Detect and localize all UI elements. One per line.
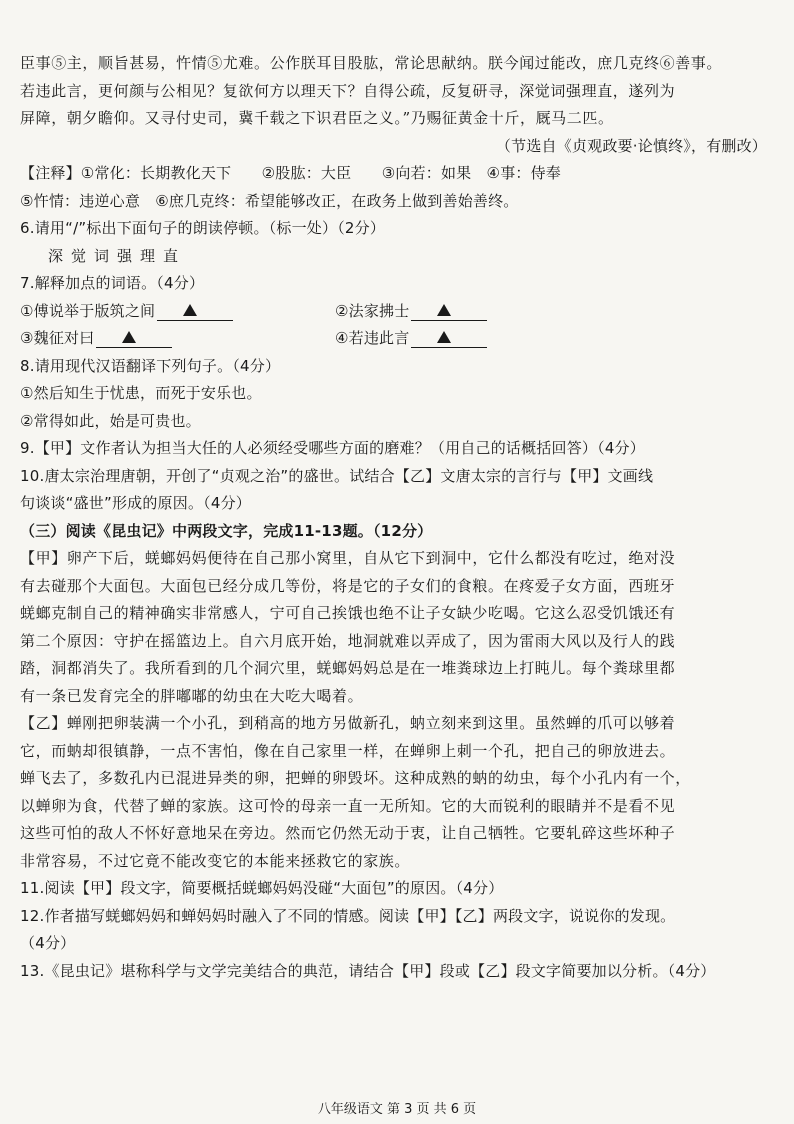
q7-item: ①傅说举于版筑之间 <box>20 298 335 326</box>
question-12: 12.作者描写蜣螂妈妈和蝉妈妈时融入了不同的情感。阅读【甲】【乙】两段文字，说说你的发现。 <box>20 906 676 925</box>
question-9: 9.【甲】文作者认为担当大任的人必须经受哪些方面的磨难？（用自己的话概括回答）（4分） <box>20 439 645 457</box>
question-6-sentence: 深觉词强理直 <box>48 246 187 265</box>
answer-blank[interactable] <box>411 329 487 348</box>
triangle-icon <box>437 331 451 343</box>
section-3-heading: （三）阅读《昆虫记》中两段文字，完成11-13题。（12分） <box>20 521 433 540</box>
question-6: 6.请用“/”标出下面句子的朗读停顿。（标一处）（2分） <box>20 219 386 237</box>
yi-line: 这些可怕的敌人不怀好意地呆在旁边。然而它仍然无动于衷，让自己牺牲。它要轧碎这些坏种子 <box>20 824 676 842</box>
question-12: （4分） <box>20 934 76 952</box>
notes-line: ⑤忤情：违逆心意 ⑥庶几克终：希望能够改正，在政务上做到善始善终。 <box>20 191 519 210</box>
answer-blank[interactable] <box>411 302 487 321</box>
question-8-sentence: ②常得如此，始是可贵也。 <box>20 411 201 430</box>
q7-item: ②法家拂士 <box>335 298 650 326</box>
question-7: 7.解释加点的词语。（4分） <box>20 274 205 292</box>
yi-line: 【乙】蝉刚把卵装满一个小孔，到稍高的地方另做新孔，蚋立刻来到这里。虽然蝉的爪可以够着 <box>20 714 676 732</box>
q7-item: ④若违此言 <box>335 325 650 353</box>
question-8: 8.请用现代汉语翻译下列句子。（4分） <box>20 356 281 375</box>
answer-blank[interactable] <box>96 329 172 348</box>
page-footer: 八年级语文 第 3 页 共 6 页 <box>317 1102 477 1117</box>
exam-page <box>20 50 775 985</box>
q7-item: ③魏征对曰 <box>20 325 335 353</box>
question-7-row <box>20 298 775 326</box>
passage-line: 若违此言，更何颜与公相见？复欲何方以理天下？自得公疏，反复研寻，深觉词强理直，遂列为 <box>20 81 676 100</box>
yi-line: 蝉飞去了，多数孔内已混进异类的卵，把蝉的卵毁坏。这种成熟的蚋的幼虫，每个小孔内有一个， <box>20 769 691 787</box>
question-11: 11.阅读【甲】段文字，简要概括蜣螂妈妈没碰“大面包”的原因。（4分） <box>20 879 504 897</box>
triangle-icon <box>437 304 451 316</box>
jia-line: 蜣螂克制自己的精神确实非常感人，宁可自己挨饿也绝不让子女缺少吃喝。它这么忍受饥饿还有 <box>20 604 676 622</box>
passage-source: （节选自《贞观政要·论慎终》，有删改） <box>495 136 767 155</box>
question-10: 句谈谈“盛世”形成的原因。（4分） <box>20 494 251 512</box>
triangle-icon <box>122 331 136 343</box>
jia-line: 踏，洞都消失了。我所看到的几个洞穴里，蜣螂妈妈总是在一堆粪球边上打盹儿。每个粪球里都 <box>20 659 676 677</box>
jia-line: 有去碰那个大面包。大面包已经分成几等份，将是它的子女们的食粮。在疼爱子女方面，西班牙 <box>20 576 676 595</box>
question-13: 13.《昆虫记》堪称科学与文学完美结合的典范，请结合【甲】段或【乙】段文字简要加以分析。（4分） <box>20 961 716 980</box>
jia-line: 有一条已发育完全的胖嘟嘟的幼虫在大吃大喝着。 <box>20 686 364 705</box>
question-8-sentence: ①然后知生于忧患，而死于安乐也。 <box>20 384 262 402</box>
jia-line: 第二个原因：守护在摇篮边上。自六月底开始，地洞就难以弄成了，因为雷雨大风以及行人的践 <box>20 631 676 650</box>
passage-line: 臣事⑤主，顺旨甚易，忤情⑤尤难。公作朕耳目股肱，常论思献纳。朕今闻过能改，庶几克终⑥善事。 <box>20 54 723 72</box>
answer-blank[interactable] <box>157 302 233 321</box>
triangle-icon <box>183 304 197 316</box>
yi-line: 以蝉卵为食，代替了蝉的家族。这可怜的母亲一直一无所知。它的大而锐利的眼睛并不是看不见 <box>20 796 676 815</box>
notes-line: 【注释】①常化：长期教化天下 ②股肱：大臣 ③向若：如果 ④事：侍奉 <box>20 164 561 182</box>
passage-line: 屏障，朝夕瞻仰。又寻付史司，冀千载之下识君臣之义。”乃赐征黄金十斤，厩马二匹。 <box>20 109 614 127</box>
yi-line: 非常容易，不过它竟不能改变它的本能来拯救它的家族。 <box>20 851 411 870</box>
question-7-row <box>20 325 775 353</box>
jia-line: 【甲】卵产下后，蜣螂妈妈便待在自己那小窝里，自从它下到洞中，它什么都没有吃过，绝对没 <box>20 549 676 567</box>
question-10: 10.唐太宗治理唐朝，开创了“贞观之治”的盛世。试结合【乙】文唐太宗的言行与【甲】文画线 <box>20 466 654 485</box>
yi-line: 它，而蚋却很镇静，一点不害怕，像在自己家里一样，在蝉卵上刺一个孔，把自己的卵放进去。 <box>20 741 676 760</box>
